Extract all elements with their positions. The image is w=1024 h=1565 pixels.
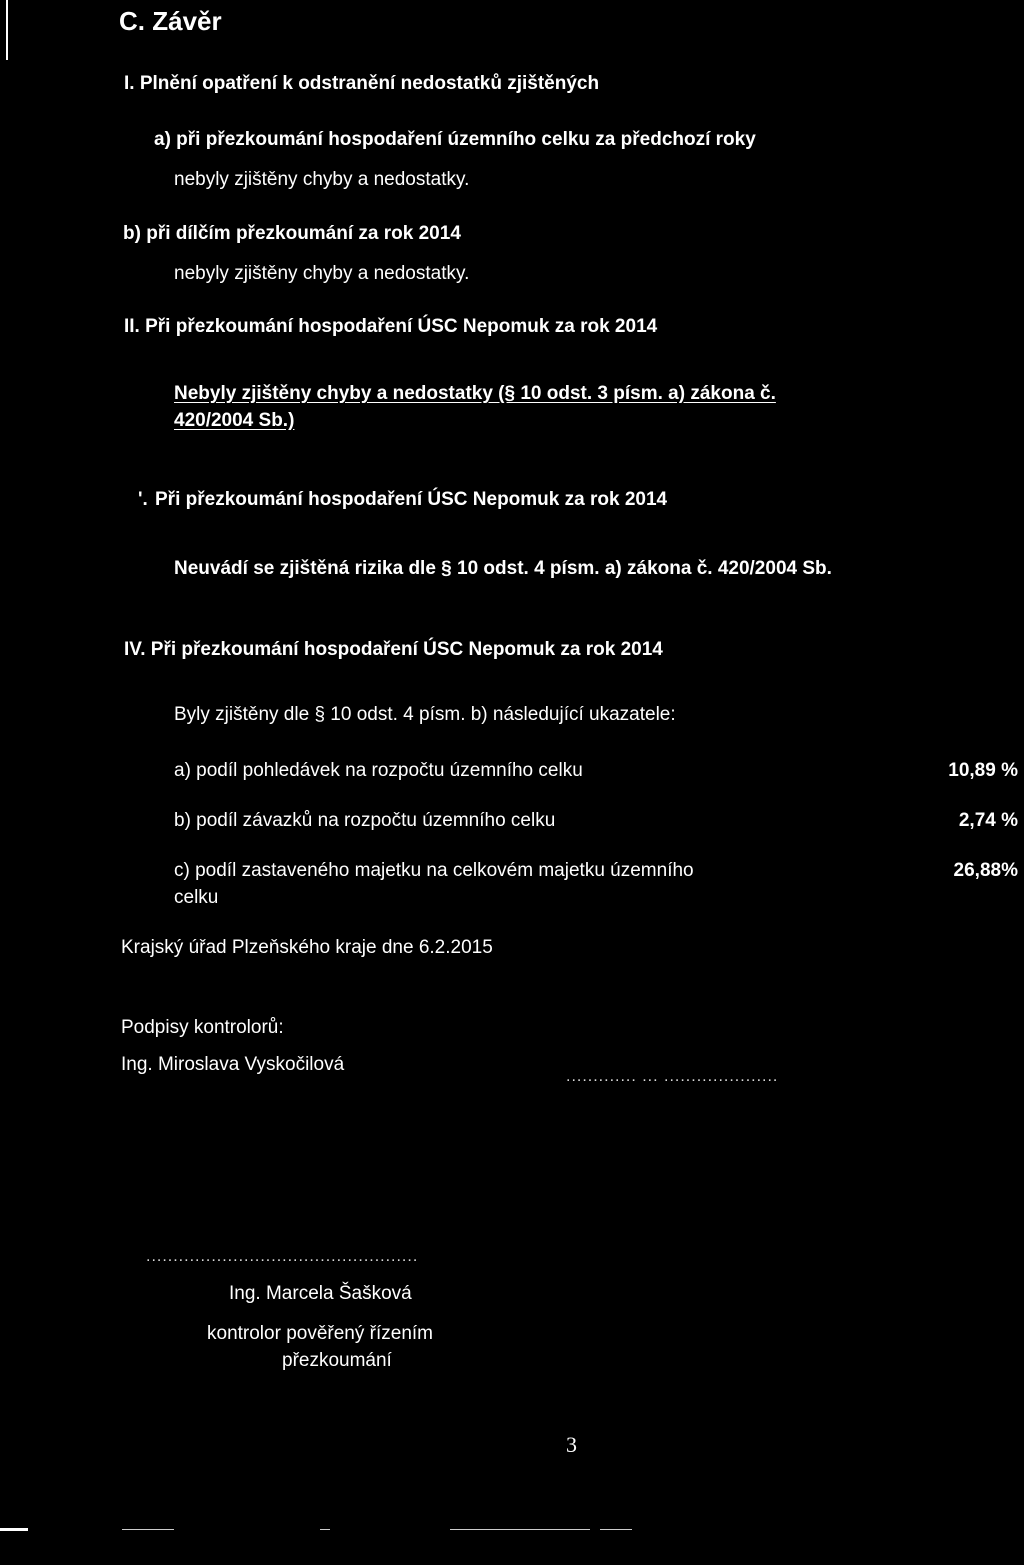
section-3-marker: '. (138, 489, 148, 510)
indicator-b-label: b) podíl závazků na rozpočtu územního celku (174, 810, 556, 831)
section-2-title: II. Při přezkoumání hospodaření ÚSC Nepomuk za rok 2014 (124, 316, 658, 337)
section-2-text-line2: 420/2004 Sb.) (174, 410, 295, 431)
page-number: 3 (566, 1432, 577, 1457)
place-date: Krajský úřad Plzeňského kraje dne 6.2.2015 (121, 937, 493, 958)
section-3-text: Neuvádí se zjištěná rizika dle § 10 odst. 4 písm. a) zákona č. 420/2004 Sb. (174, 558, 832, 579)
section-3-title: Při přezkoumání hospodaření ÚSC Nepomuk za rok 2014 (155, 489, 668, 510)
section-heading: C. Závěr (119, 6, 222, 36)
bottom-mark-1 (0, 1528, 28, 1531)
section-2-text-line1: Nebyly zjištěny chyby a nedostatky (§ 10 odst. 3 písm. a) zákona č. (174, 383, 776, 404)
signer-1-name: Ing. Miroslava Vyskočilová (121, 1054, 345, 1075)
bottom-mark-4 (450, 1529, 590, 1530)
section-1b-label: b) při dílčím přezkoumání za rok 2014 (123, 223, 461, 244)
signer-2-role-line2: přezkoumání (282, 1350, 392, 1371)
section-1a-text: nebyly zjištěny chyby a nedostatky. (174, 169, 470, 190)
signer-2-signature-line: .................................................. (146, 1248, 419, 1265)
signer-2-role-line1: kontrolor pověřený řízením (207, 1323, 433, 1344)
section-4-title: IV. Při přezkoumání hospodaření ÚSC Nepomuk za rok 2014 (124, 639, 663, 660)
signer-1-signature-line: ............. ... ..................... (566, 1068, 779, 1085)
indicator-c-label-line1: c) podíl zastaveného majetku na celkovém majetku územního (174, 860, 694, 881)
bottom-mark-5 (600, 1529, 632, 1530)
bottom-mark-2 (122, 1529, 174, 1530)
left-edge-mark (6, 0, 8, 60)
indicator-c-label-line2: celku (174, 887, 219, 908)
section-1a-label: a) při přezkoumání hospodaření územního celku za předchozí roky (154, 129, 756, 150)
signatures-label: Podpisy kontrolorů: (121, 1017, 284, 1038)
section-1b-text: nebyly zjištěny chyby a nedostatky. (174, 263, 470, 284)
indicator-b-value: 2,74 % (958, 810, 1018, 831)
section-1-title: I. Plnění opatření k odstranění nedostatků zjištěných (124, 73, 600, 94)
indicator-a-label: a) podíl pohledávek na rozpočtu územního celku (174, 760, 583, 781)
signer-2-name: Ing. Marcela Šašková (229, 1283, 412, 1304)
indicator-c-value: 26,88% (953, 860, 1018, 881)
section-4-intro: Byly zjištěny dle § 10 odst. 4 písm. b) následující ukazatele: (174, 704, 676, 725)
indicator-a-value: 10,89 % (948, 760, 1018, 781)
bottom-mark-3 (320, 1529, 330, 1530)
